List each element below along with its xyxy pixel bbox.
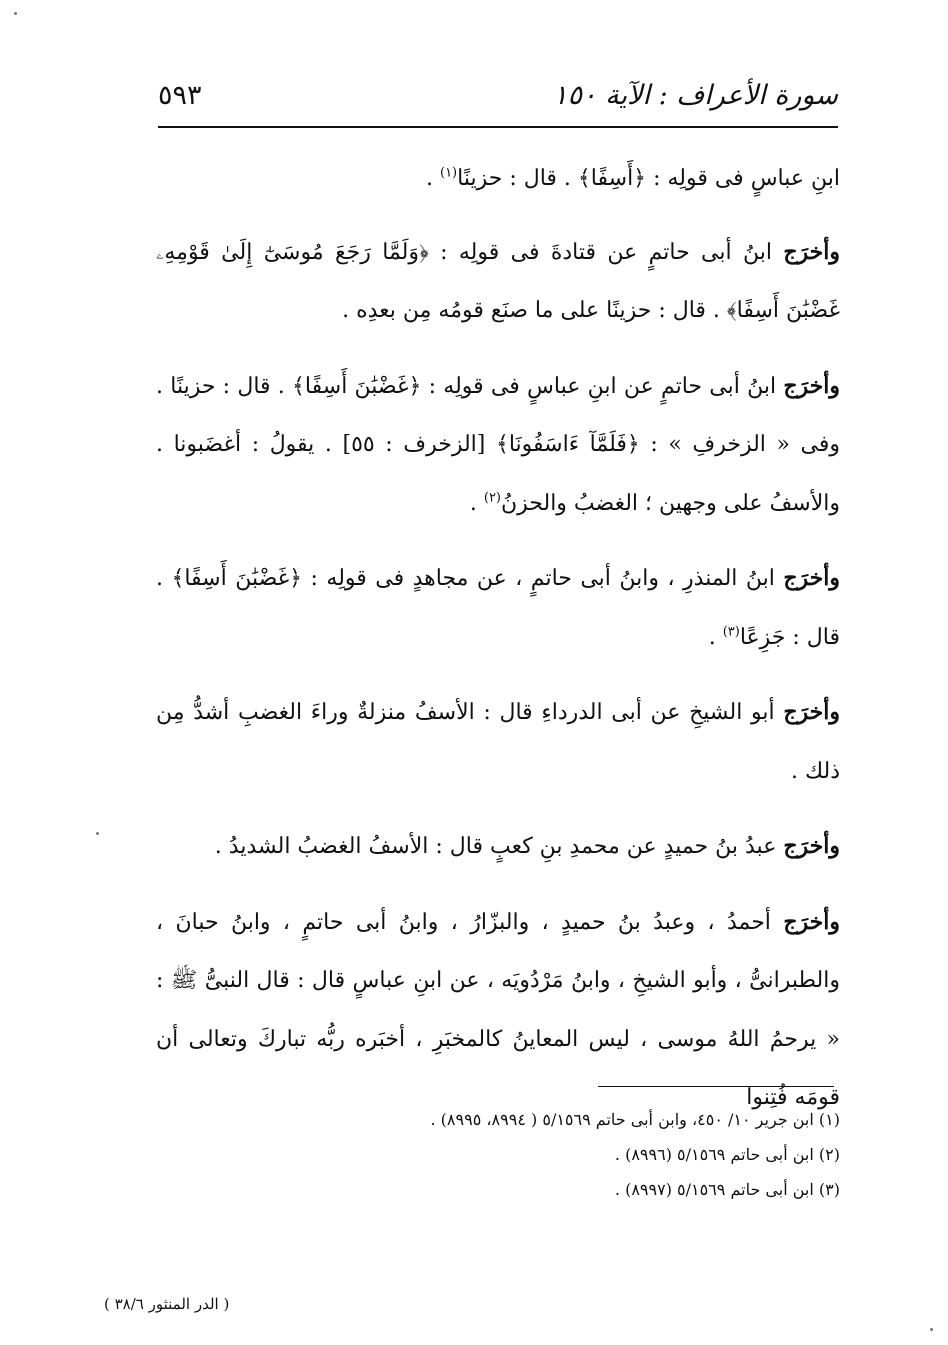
paragraph-4 <box>156 549 840 667</box>
paragraph-lead: وأخرَج <box>783 238 840 265</box>
paragraph-tail: . <box>469 490 484 516</box>
paragraph-text: ابنُ المنذرِ ، وابنُ أبى حاتمٍ ، عن مجاهدٍ فى قولِه : ﴿غَضْبَٰنَ أَسِفًا﴾ . قال : جَزِعًا <box>156 566 840 650</box>
paragraph-lead: وأخرَج <box>783 833 840 859</box>
paragraph-tail: . <box>708 624 723 650</box>
footnotes <box>156 1102 840 1207</box>
paragraph-2 <box>156 223 840 341</box>
paragraph-lead: وأخرَج <box>783 908 840 935</box>
paragraph-tail: . <box>425 166 440 191</box>
paragraph-text: ابنُ أبى حاتمٍ عن ابنِ عباسٍ فى قولِه : ﴿غَضْبَٰنَ أَسِفًا﴾ . قال : حزينًا . وفى « الزخرفِ » : ﴿فَلَمَّآ ءَاسَفُونَا﴾ [الزخرف : ٥٥] . يقولُ : أغضَبونا . والأسفُ على وجهين ؛ الغضبُ والحزنُ <box>156 373 841 516</box>
volume-reference: ( الدر المنثور ٣٨/٦ ) <box>104 1295 230 1313</box>
footnote-1: (١) ابن جرير ١٠/ ٤٥٠، وابن أبى حاتم ٥/١٥٦٩ ( ٨٩٩٤، ٨٩٩٥) . <box>430 1110 840 1129</box>
paragraph-text: عبدُ بنُ حميدٍ عن محمدِ بنِ كعبٍ قال : الأسفُ الغضبُ الشديدُ . <box>214 834 784 859</box>
paragraph-lead: وأخرَج <box>783 699 840 725</box>
footnote-ref-3: (٣) <box>722 624 740 640</box>
footnote-ref-2: (٢) <box>483 490 501 506</box>
header-divider <box>158 126 838 128</box>
paragraph-5 <box>156 683 840 801</box>
paragraph-lead: وأخرَج <box>783 372 840 399</box>
footnote-divider <box>598 1086 834 1087</box>
footnote-2: (٢) ابن أبى حاتم ٥/١٥٦٩ (٨٩٩٦) . <box>614 1145 840 1164</box>
paragraph-3 <box>156 357 840 534</box>
surah-verse-title: سورة الأعراف : الآية ١٥٠ <box>553 80 838 111</box>
paragraph-1 <box>156 150 840 209</box>
page-number: ٥٩٣ <box>158 80 202 111</box>
footnote-3: (٣) ابن أبى حاتم ٥/١٥٦٩ (٨٩٩٧) . <box>614 1180 840 1199</box>
paragraph-7 <box>156 893 840 1128</box>
running-header <box>158 80 838 120</box>
scan-speck <box>14 12 17 15</box>
paragraph-text: ابنِ عباسٍ فى قولِه : ﴿أَسِفًا﴾ . قال : حزينًا <box>457 166 840 191</box>
paragraph-text: أبو الشيخِ عن أبى الدرداءِ قال : الأسفُ منزلةٌ وراءَ الغضبِ أشدُّ مِن ذلك . <box>156 700 840 784</box>
scan-speck <box>930 1328 933 1331</box>
paragraph-6 <box>156 817 840 877</box>
paragraph-text: ابنُ أبى حاتمٍ عن قتادةَ فى قولِه : ﴿وَلَمَّا رَجَعَ مُوسَىٰٓ إِلَىٰ قَوْمِهِۦ غَضْبَٰنَ أَسِفًا﴾ . قال : حزينًا على ما صنَع قومُه مِن بعدِه . <box>156 239 840 323</box>
main-text <box>156 150 840 1144</box>
scan-speck <box>96 832 99 835</box>
paragraph-text: أحمدُ ، وعبدُ بنُ حميدٍ ، والبزّارُ ، وابنُ أبى حاتمٍ ، وابنُ حبانَ ، والطبرانىُّ ، وأبو الشيخِ ، وابنُ مَرْدُويَه ، عن ابنِ عباسٍ قال : قال النبىُّ ﷺ : « يرحمُ اللهُ موسى ، ليس المعاينُ كالمخبَرِ ، أخبَره ربُّه تباركَ وتعالى أن قومَه فُتِنوا <box>156 909 840 1110</box>
paragraph-lead: وأخرَج <box>783 565 840 591</box>
footnote-ref-1: (١) <box>439 165 458 181</box>
